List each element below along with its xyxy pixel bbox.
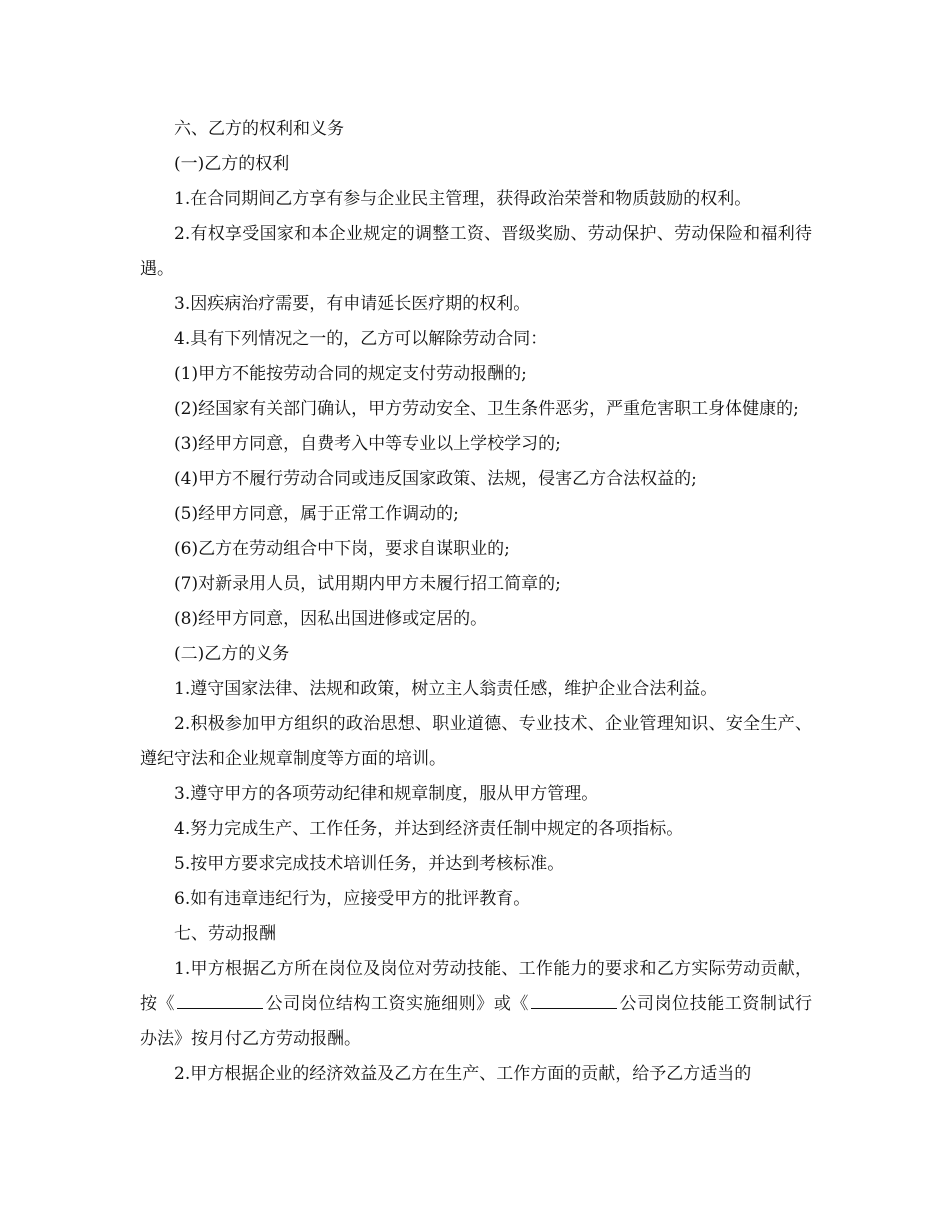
paragraph: 4.努力完成生产、工作任务，并达到经济责任制中规定的各项指标。	[174, 819, 684, 839]
document-body	[140, 112, 812, 1092]
paragraph: 1.遵守国家法律、法规和政策，树立主人翁责任感，维护企业合法利益。	[174, 679, 718, 699]
paragraph: 3.因疾病治疗需要，有申请延长医疗期的权利。	[174, 294, 531, 314]
subsection-heading: (二)乙方的义务	[174, 644, 290, 664]
list-item: (5)经甲方同意，属于正常工作调动的;	[174, 504, 459, 524]
paragraph: 4.具有下列情况之一的，乙方可以解除劳动合同：	[174, 329, 548, 349]
list-item: (1)甲方不能按劳动合同的规定支付劳动报酬的;	[174, 364, 527, 384]
list-item: (7)对新录用人员，试用期内甲方未履行招工简章的;	[174, 574, 561, 594]
list-item: (3)经甲方同意，自费考入中等专业以上学校学习的;	[174, 434, 561, 454]
paragraph: 2.甲方根据企业的经济效益及乙方在生产、工作方面的贡献，给予乙方适当的	[174, 1064, 752, 1084]
list-item: (8)经甲方同意，因私出国进修或定居的。	[174, 609, 488, 629]
list-item: (4)甲方不履行劳动合同或违反国家政策、法规，侵害乙方合法权益的;	[174, 469, 697, 489]
list-item: (6)乙方在劳动组合中下岗，要求自谋职业的;	[174, 539, 510, 559]
paragraph: 6.如有违章违纪行为，应接受甲方的批评教育。	[174, 889, 531, 909]
section-heading: 七、劳动报酬	[174, 924, 276, 944]
paragraph: 2.积极参加甲方组织的政治思想、职业道德、专业技术、企业管理知识、安全生产、遵纪守法和企业规章制度等方面的培训。	[140, 714, 812, 769]
paragraph-pay-1	[140, 952, 812, 1057]
paragraph: 3.遵守甲方的各项劳动纪律和规章制度，服从甲方管理。	[174, 784, 599, 804]
pay-1-part-a: 1.甲方根据乙方所在岗位及岗位对劳动技能、工作能力的要求和乙方实际劳动贡献，按《	[140, 959, 812, 1014]
list-item: (2)经国家有关部门确认，甲方劳动安全、卫生条件恶劣，严重危害职工身体健康的;	[174, 399, 799, 419]
company-name-blank-1[interactable]	[177, 990, 263, 1009]
section-heading: 六、乙方的权利和义务	[174, 119, 344, 139]
pay-1-part-b: 公司岗位结构工资实施细则》或《	[265, 994, 529, 1014]
pay-1-part-c: 公司岗位技能工资制试行办法》按月付乙方劳动报酬。	[140, 994, 813, 1049]
paragraph: 2.有权享受国家和本企业规定的调整工资、晋级奖励、劳动保护、劳动保险和福利待遇。	[140, 224, 812, 279]
subsection-heading: (一)乙方的权利	[174, 154, 290, 174]
paragraph: 5.按甲方要求完成技术培训任务，并达到考核标准。	[174, 854, 565, 874]
paragraph: 1.在合同期间乙方享有参与企业民主管理，获得政治荣誉和物质鼓励的权利。	[174, 189, 752, 209]
company-name-blank-2[interactable]	[531, 990, 617, 1009]
